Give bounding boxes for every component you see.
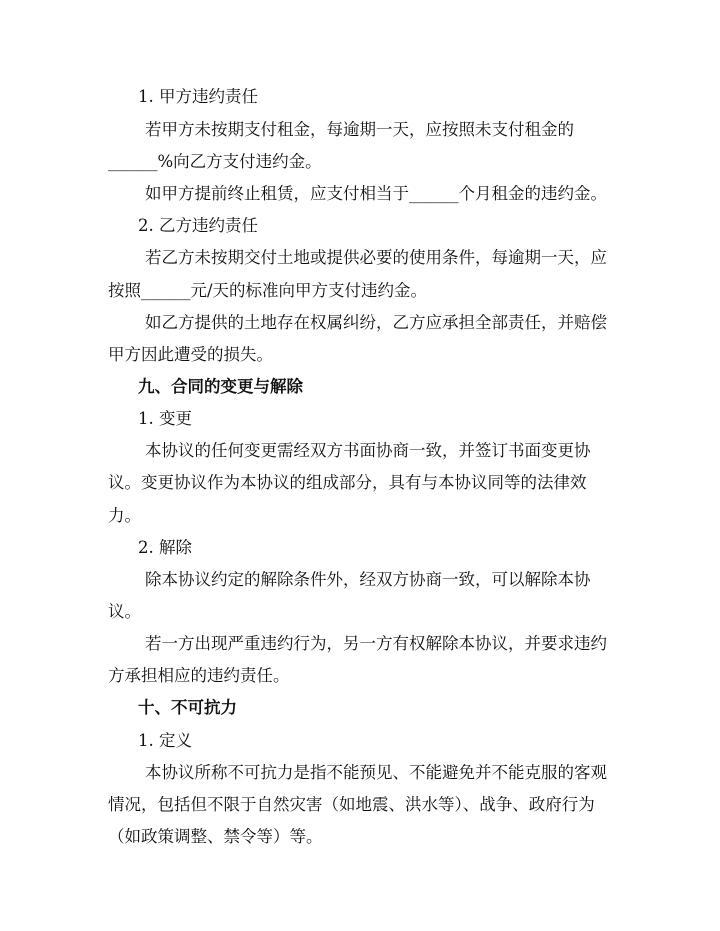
paragraph-line: 若甲方未按期支付租金，每逾期一天，应按照未支付租金的 [145,120,574,139]
paragraph-line: 如乙方提供的土地存在权属纠纷，乙方应承担全部责任，并赔偿 [145,313,607,332]
subsection-heading-definition: 1. 定义 [138,731,192,750]
paragraph-line: 若一方出现严重违约行为，另一方有权解除本协议，并要求违约 [145,634,607,653]
section-heading-contract-change: 九、合同的变更与解除 [138,377,303,396]
section-heading-force-majeure: 十、不可抗力 [138,698,237,717]
paragraph-line: 本协议所称不可抗力是指不能预见、不能避免并不能克服的客观 [145,763,607,782]
paragraph-line: ______%向乙方支付违约金。 [108,152,322,171]
subsection-heading-party-b-liability: 2. 乙方违约责任 [138,216,258,235]
paragraph-line: 除本协议约定的解除条件外，经双方协商一致，可以解除本协 [145,570,591,589]
subsection-heading-change: 1. 变更 [138,409,192,428]
paragraph-line: 情况，包括但不限于自然灾害（如地震、洪水等）、战争、政府行为 [108,795,595,814]
paragraph-line: 若乙方未按期交付土地或提供必要的使用条件，每逾期一天，应 [145,248,607,267]
paragraph-line: 按照______元/天的标准向甲方支付违约金。 [108,281,428,300]
paragraph-line: 议。 [108,602,141,621]
paragraph-line: 议。变更协议作为本协议的组成部分，具有与本协议同等的法律效 [108,473,587,492]
subsection-heading-termination: 2. 解除 [138,538,192,557]
paragraph-line: 如甲方提前终止租赁，应支付相当于______个月租金的违约金。 [145,184,607,203]
paragraph-line: （如政策调整、禁令等）等。 [108,827,323,846]
paragraph-line: 力。 [108,506,141,525]
paragraph-line: 方承担相应的违约责任。 [108,666,290,685]
paragraph-line: 甲方因此遭受的损失。 [108,345,273,364]
paragraph-line: 本协议的任何变更需经双方书面协商一致，并签订书面变更协 [145,441,591,460]
subsection-heading-party-a-liability: 1. 甲方违约责任 [138,87,258,106]
